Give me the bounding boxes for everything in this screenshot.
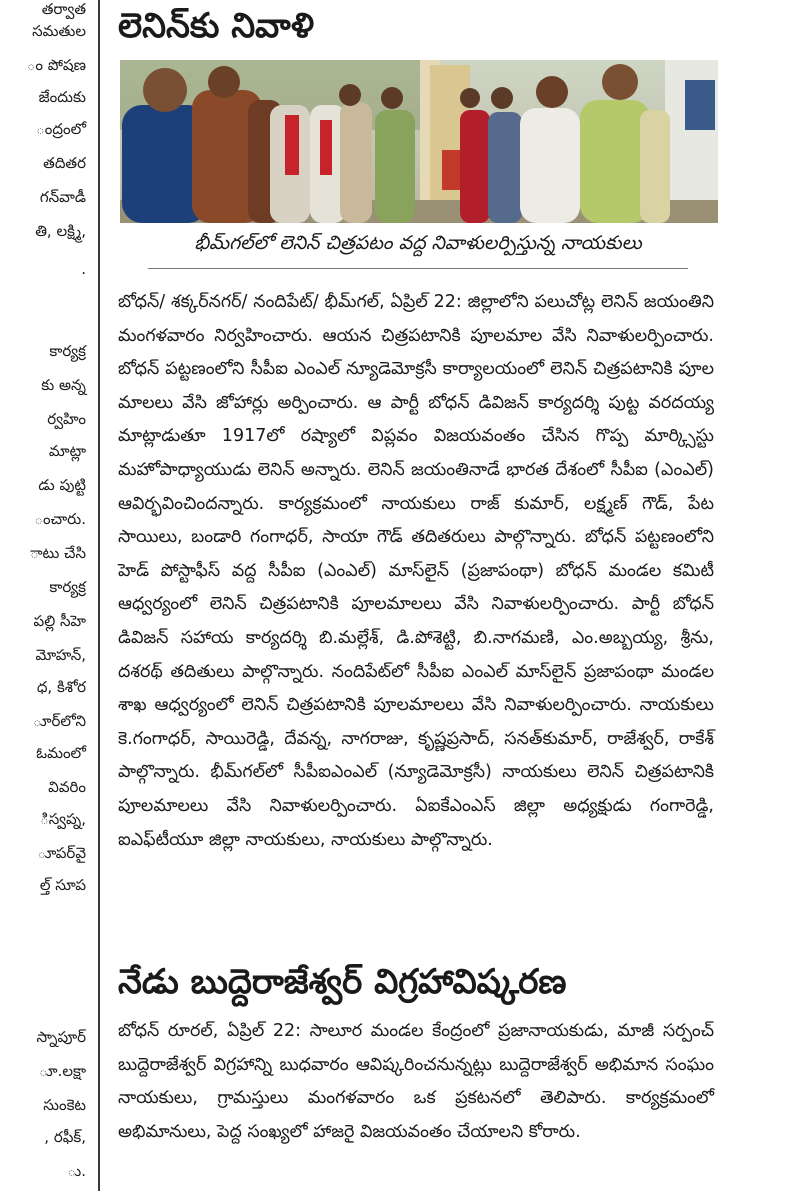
- adjacent-article-text-fragment: ూర్‌లోని: [32, 712, 86, 730]
- adjacent-article-text-fragment: ఓమంలో: [36, 744, 86, 762]
- adjacent-article-text-fragment: , రఫీక్,: [44, 1128, 86, 1146]
- adjacent-article-text-fragment: ం పోషణ: [26, 56, 86, 74]
- adjacent-article-text-fragment: మోహన్,: [35, 646, 86, 664]
- adjacent-article-text-fragment: ర్వహిం: [47, 410, 86, 428]
- adjacent-article-text-fragment: ిస్వప్న,: [40, 810, 86, 828]
- adjacent-article-text-fragment: ూ.లక్షా: [38, 1062, 86, 1080]
- article-body: బోధన్/ శక్కర్‌నగర్/ నందిపేట్/ భీమ్‌గల్, ఏప్రిల్ 22: జిల్లాలోని పలుచోట్ల లెనిన్ జయంతిని మంగళవారం నిర్వహించారు. ఆయన చిత్రపటానికి పూలమాల వేసి నివాళులర్పించారు. బోధన్ పట్టణంలోని సీపీఐ ఎంఎల్ న్యూడెమోక్రసీ కార్యాలయంలో లెనిన్ చిత్రపటానికి పూల మాలలు వేసి జోహార్లు అర్పించారు. ఆ పార్టీ బోధన్ డివిజన్ కార్యదర్శి పుట్ట వరదయ్య మాట్లాడుతూ 1917లో రష్యాలో విప్లవం విజయవంతం చేసిన గొప్ప మార్క్సిస్టు మహోపాధ్యాయుడు లెనిన్ అన్నారు. లెనిన్ జయంతినాడే భారత దేశంలో సీపీఐ (ఎంఎల్) ఆవిర్భవించిందన్నారు. కార్యక్రమంలో నాయకులు రాజ్ కుమార్, లక్ష్మణ్ గౌడ్, పేట సాయిలు, బండారి గంగాధర్, సాయా గౌడ్ తదితరులు పాల్గొన్నారు. బోధన్ పట్టణంలోని హెడ్ పోస్టాఫీస్ వద్ద సీపీఐ (ఎంఎల్) మాస్‌లైన్ (ప్రజాపంథా) బోధన్ మండల కమిటీ ఆధ్వర్యంలో లెనిన్ చిత్రపటానికి పూలమాలలు వేసి నివాళులర్పించారు. పార్టీ బోధన్ డివిజన్ సహాయ కార్యదర్శి బి.మల్లేశ్, డి.పోశెట్టి, బి.నాగమణి, ఎం.అబ్బయ్య, శ్రీను, దశరథ్ తదితులు పాల్గొన్నారు. నందిపేట్‌లో సీపీఐ ఎంఎల్ మాస్‌లైన్ ప్రజాపంథా మండల శాఖ ఆధ్వర్యంలో లెనిన్ చిత్రపటానికి పూలమాలలు వేసి నివాళులర్పించారు. నాయకులు కె.గంగాధర్, సాయిరెడ్డి, దేవన్న, నాగరాజు, కృష్ణప్రసాద్, సనత్‌కుమార్, రాజేశ్వర్, రాకేశ్ పాల్గొన్నారు. భీమ్‌గల్‌లో సీపీఐఎంఎల్ (న్యూడెమోక్రసీ) నాయకులు లెనిన్ చిత్రపటానికి పూలమాలలు వేసి నివాళులర్పించారు. ఏఐకేఎంఎస్ జిల్లా అధ్యక్షుడు గంగారెడ్డి, ఐఎఫ్‌టీయూ జిల్లా నాయకులు, నాయకులు పాల్గొన్నారు.: [118, 292, 714, 850]
- adjacent-article-text-fragment: తదితర: [43, 154, 86, 172]
- adjacent-article-text-fragment: ంచారు.: [34, 510, 86, 528]
- adjacent-article-text-fragment: .: [81, 260, 86, 278]
- adjacent-article-text-fragment: మాట్లా: [48, 442, 86, 460]
- adjacent-article-column: [0, 0, 92, 1191]
- leaders-paying-tribute-image: [120, 60, 718, 223]
- adjacent-article-text-fragment: తర్వాత: [41, 0, 86, 18]
- adjacent-article-text-fragment: ు.: [67, 1162, 86, 1180]
- adjacent-article-text-fragment: తి, లక్ష్మి,: [35, 222, 86, 240]
- adjacent-article-text-fragment: ంద్రంలో: [36, 120, 86, 138]
- adjacent-article-text-fragment: పల్లి సీహె: [33, 612, 86, 630]
- adjacent-article-text-fragment: సుంకెట: [43, 1096, 86, 1114]
- adjacent-article-text-fragment: ల్త్ సూప: [39, 876, 86, 894]
- photo-caption: భీమ్‌గల్‌లో లెనిన్ చిత్రపటం వద్ద నివాళులర్పిస్తున్న నాయకులు: [194, 232, 642, 254]
- adjacent-article-text-fragment: కు అన్న: [41, 376, 86, 394]
- article-headline: లెనిన్‌కు నివాళి: [118, 6, 315, 46]
- adjacent-article-text-fragment: స్నాపూర్: [36, 1028, 86, 1046]
- adjacent-article-text-fragment: కార్యక్ర: [49, 342, 86, 360]
- second-article-headline: నేడు బుద్దెరాజేశ్వర్ విగ్రహావిష్కరణ: [118, 962, 567, 1002]
- adjacent-article-text-fragment: ధ, కిశోర: [36, 678, 86, 696]
- adjacent-article-text-fragment: డు పుట్టి: [38, 476, 86, 494]
- adjacent-article-text-fragment: గన్‌వాడీ: [39, 188, 86, 206]
- adjacent-article-text-fragment: ూపర్‌వై: [37, 844, 86, 862]
- adjacent-article-text-fragment: కార్యక్ర: [49, 578, 86, 596]
- adjacent-article-text-fragment: ాటు చేసి: [29, 544, 86, 562]
- caption-rule: [148, 268, 688, 269]
- article-photo: [120, 60, 718, 223]
- second-article-body: బోధన్ రూరల్, ఏప్రిల్ 22: సాలూర మండల కేంద్రంలో ప్రజానాయకుడు, మాజీ సర్పంచ్ బుద్దెరాజేశ్వర్ విగ్రహాన్ని బుధవారం ఆవిష్కరించనున్నట్లు బుద్దెరాజేశ్వర్ అభిమాన సంఘం నాయకులు, గ్రామస్తులు మంగళవారం ఒక ప్రకటనలో తెలిపారు. కార్యక్రమంలో అభిమానులు, పెద్ద సంఖ్యలో హాజరై విజయవంతం చేయాలని కోరారు.: [118, 1021, 714, 1142]
- adjacent-article-text-fragment: జేందుకు: [38, 88, 86, 106]
- adjacent-article-text-fragment: వివరిం: [48, 778, 86, 796]
- column-divider: [98, 0, 100, 1191]
- adjacent-article-text-fragment: సమతుల: [32, 22, 86, 40]
